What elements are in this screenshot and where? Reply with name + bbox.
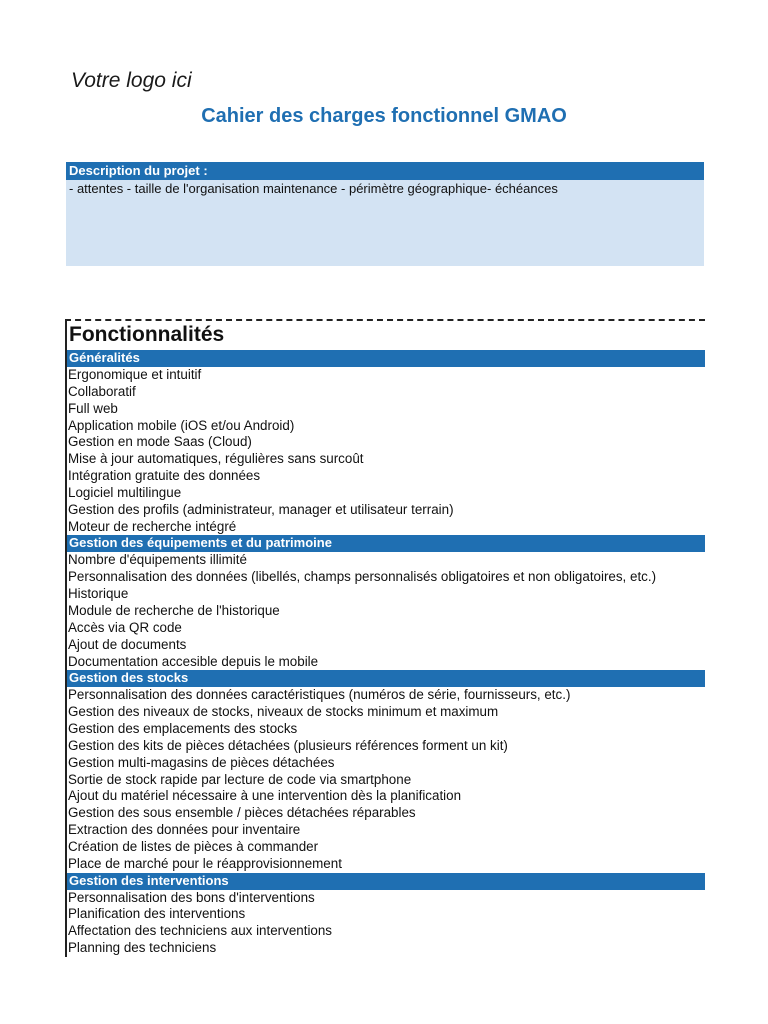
feature-item: Gestion en mode Saas (Cloud) bbox=[68, 434, 252, 450]
feature-item: Ergonomique et intuitif bbox=[68, 367, 202, 382]
feature-item: Nombre d'équipements illimité bbox=[68, 552, 247, 568]
feature-item: Personnalisation des données caractéristiques (numéros de série, fournisseurs, etc.) bbox=[68, 687, 571, 703]
feature-item: Extraction des données pour inventaire bbox=[68, 822, 301, 838]
feature-item: Accès via QR code bbox=[68, 619, 182, 635]
feature-item: Planning des techniciens bbox=[68, 940, 217, 956]
feature-item: Documentation accesible depuis le mobile bbox=[68, 653, 319, 669]
feature-item: Gestion des kits de pièces détachées (plusieurs références forment un kit) bbox=[68, 737, 508, 753]
feature-item: Mise à jour automatiques, régulières sans surcoût bbox=[68, 451, 364, 467]
feature-item: Ajout du matériel nécessaire à une intervention dès la planification bbox=[68, 788, 462, 804]
feature-item: Collaboratif bbox=[68, 383, 136, 399]
document-title: Cahier des charges fonctionnel GMAO bbox=[201, 105, 567, 127]
logo-placeholder: Votre logo ici bbox=[71, 69, 192, 92]
feature-item: Personnalisation des bons d'interventions bbox=[68, 889, 315, 905]
section-header: Gestion des stocks bbox=[67, 670, 705, 687]
feature-item: Gestion des sous ensemble / pièces détachées réparables bbox=[68, 805, 416, 821]
section-header: Généralités bbox=[67, 350, 705, 367]
feature-item: Affectation des techniciens aux interventions bbox=[68, 923, 333, 939]
feature-item: Personnalisation des données (libellés, champs personnalisés obligatoires et non obligatoires, etc.) bbox=[68, 569, 657, 585]
feature-item: Gestion des emplacements des stocks bbox=[68, 721, 298, 737]
feature-item: Ajout de documents bbox=[68, 636, 187, 652]
feature-item: Place de marché pour le réapprovisionnement bbox=[68, 855, 342, 871]
project-description bbox=[66, 162, 704, 266]
feature-item: Full web bbox=[68, 400, 118, 416]
feature-item: Intégration gratuite des données bbox=[68, 468, 261, 484]
description-text: - attentes - taille de l'organisation maintenance - périmètre géographique- échéances bbox=[66, 180, 704, 266]
feature-item: Gestion des profils (administrateur, manager et utilisateur terrain) bbox=[68, 501, 454, 517]
feature-item: Historique bbox=[68, 586, 129, 602]
feature-item: Planification des interventions bbox=[68, 906, 246, 922]
section-header: Gestion des équipements et du patrimoine bbox=[67, 535, 705, 552]
feature-item: Création de listes de pièces à commander bbox=[68, 838, 319, 854]
description-header: Description du projet : bbox=[66, 162, 704, 180]
features-table bbox=[65, 319, 705, 957]
features-title: Fonctionnalités bbox=[69, 323, 225, 346]
feature-item: Sortie de stock rapide par lecture de code via smartphone bbox=[68, 771, 412, 787]
feature-item: Logiciel multilingue bbox=[68, 484, 182, 500]
feature-item: Moteur de recherche intégré bbox=[68, 518, 237, 534]
feature-item: Application mobile (iOS et/ou Android) bbox=[68, 417, 295, 433]
features-sections bbox=[67, 350, 705, 957]
feature-item: Module de recherche de l'historique bbox=[68, 602, 280, 618]
section-header: Gestion des interventions bbox=[67, 873, 705, 890]
feature-item: Gestion multi-magasins de pièces détachées bbox=[68, 754, 335, 770]
feature-item: Gestion des niveaux de stocks, niveaux de stocks minimum et maximum bbox=[68, 704, 499, 720]
